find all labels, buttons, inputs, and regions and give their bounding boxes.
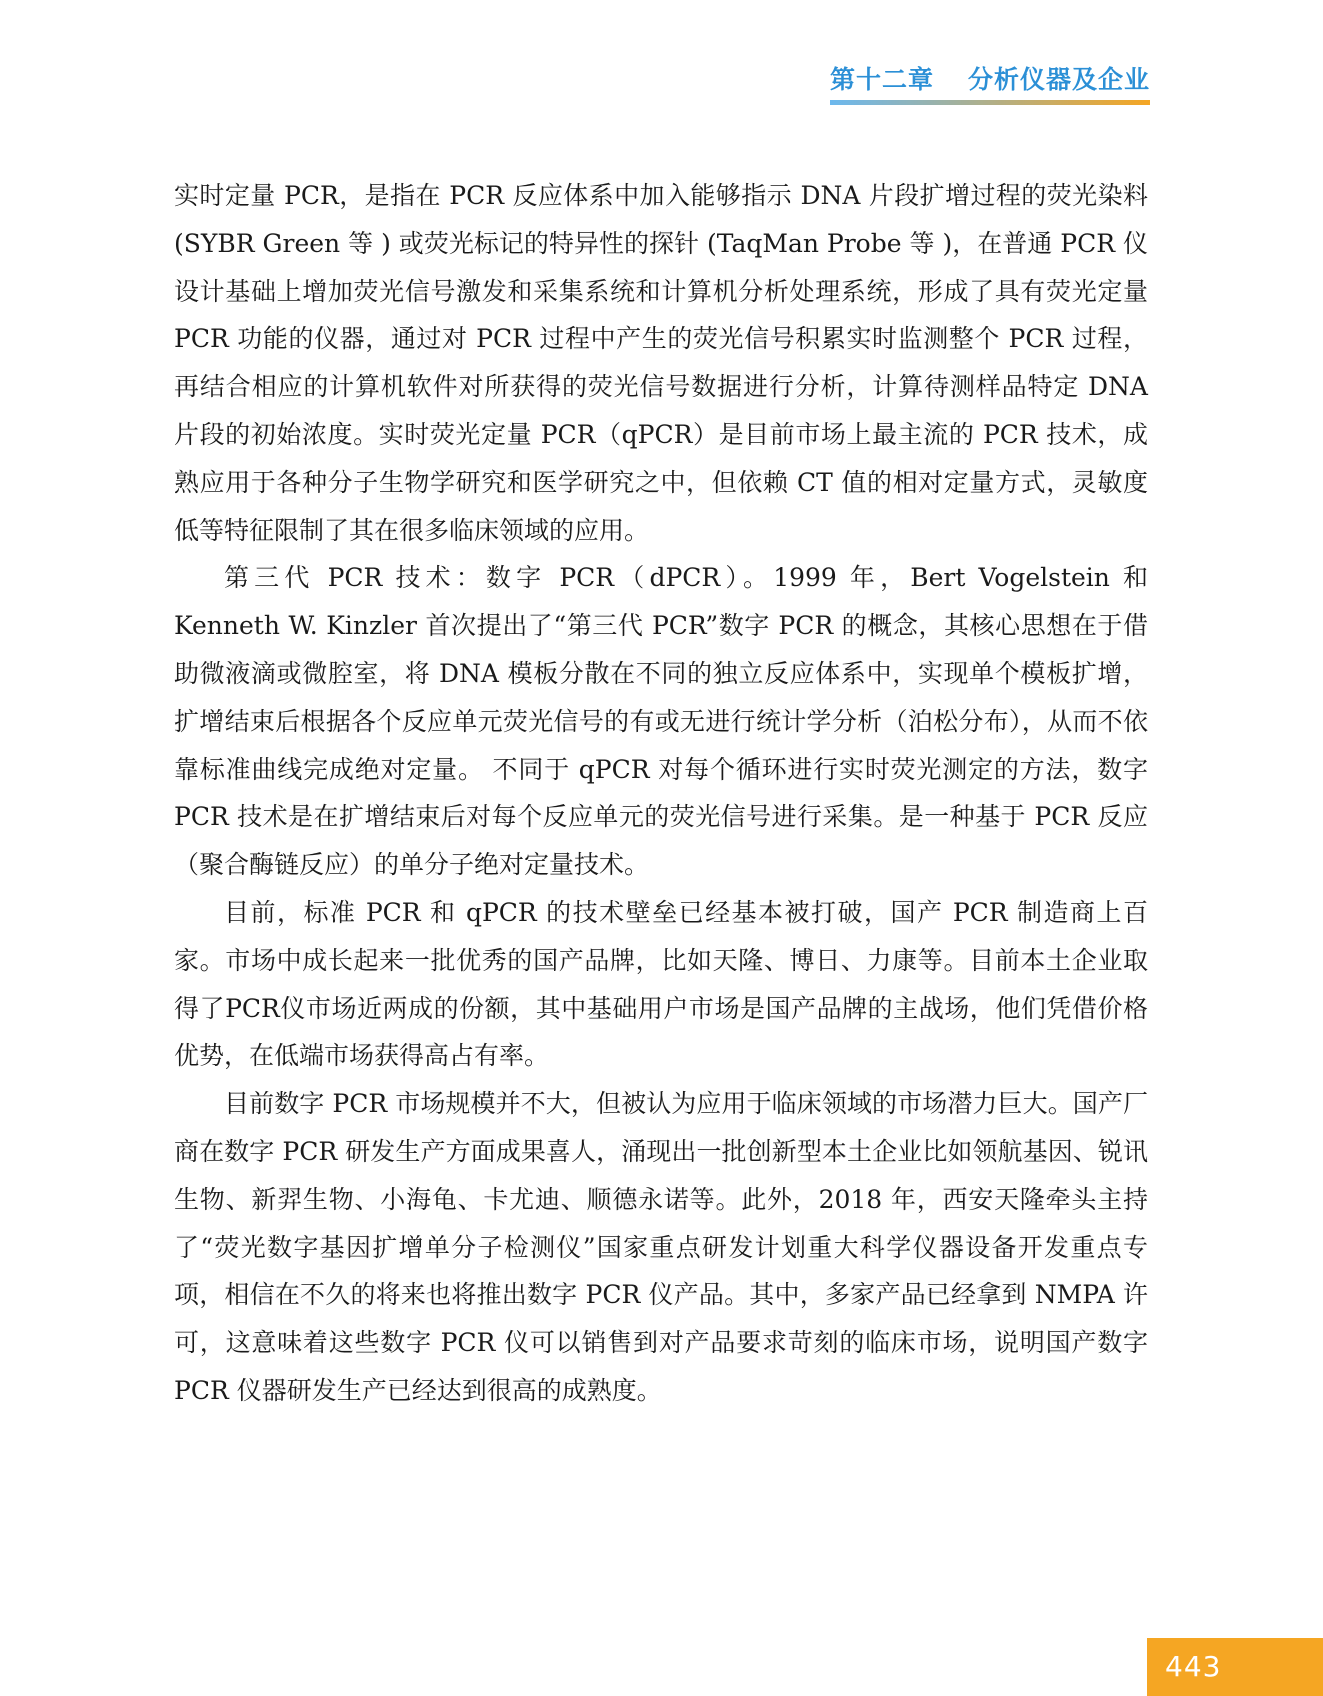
paragraph: 目前，标准 PCR 和 qPCR 的技术壁垒已经基本被打破，国产 PCR 制造商上百家。市场中成长起来一批优秀的国产品牌，比如天隆、博日、力康等。目前本土企业取得了PCR仪市场近两成的份额，其中基础用户市场是国产品牌的主战场，他们凭借价格优势，在低端市场获得高占有率。 [174, 897, 1148, 1071]
running-header [830, 60, 1150, 100]
chapter-title: 分析仪器及企业 [967, 65, 1150, 94]
page-number: 443 [1165, 1650, 1222, 1683]
paragraph: 目前数字 PCR 市场规模并不大，但被认为应用于临床领域的市场潜力巨大。国产厂商在数字 PCR 研发生产方面成果喜人，涌现出一批创新型本土企业比如领航基因、锐讯生物、新羿生物、小海龟、卡尤迪、顺德永诺等。此外，2018 年，西安天隆牵头主持了“荧光数字基因扩增单分子检测仪”国家重点研发计划重大科学仪器设备开发重点专项，相信在不久的将来也将推出数字 PCR 仪产品。其中，多家产品已经拿到 NMPA 许可，这意味着这些数字 PCR 仪可以销售到对产品要求苛刻的临床市场，说明国产数字 PCR 仪器研发生产已经达到很高的成熟度。 [174, 1089, 1148, 1405]
chapter-label: 第十二章 [829, 65, 934, 94]
header-underline [830, 100, 1150, 105]
paragraph: 实时定量 PCR，是指在 PCR 反应体系中加入能够指示 DNA 片段扩增过程的荧光染料 (SYBR Green 等 ) 或荧光标记的特异性的探针 (TaqMan Probe 等 )，在普通 PCR 仪设计基础上增加荧光信号激发和采集系统和计算机分析处理系统，形成了具有荧光定量 PCR 功能的仪器，通过对 PCR 过程中产生的荧光信号积累实时监测整个 PCR 过程，再结合相应的计算机软件对所获得的荧光信号数据进行分析，计算待测样品特定 DNA 片段的初始浓度。实时荧光定量 PCR（qPCR）是目前市场上最主流的 PCR 技术，成熟应用于各种分子生物学研究和医学研究之中，但依赖 CT 值的相对定量方式，灵敏度低等特征限制了其在很多临床领域的应用。 [174, 181, 1148, 545]
body-text [174, 172, 1148, 1415]
paragraph: 第三代 PCR 技术：数字 PCR（dPCR）。1999 年，Bert Vogelstein 和 Kenneth W. Kinzler 首次提出了“第三代 PCR”数字 PCR 的概念，其核心思想在于借助微液滴或微腔室，将 DNA 模板分散在不同的独立反应体系中，实现单个模板扩增，扩增结束后根据各个反应单元荧光信号的有或无进行统计学分析（泊松分布），从而不依靠标准曲线完成绝对定量。 不同于 qPCR 对每个循环进行实时荧光测定的方法，数字 PCR 技术是在扩增结束后对每个反应单元的荧光信号进行采集。是一种基于 PCR 反应（聚合酶链反应）的单分子绝对定量技术。 [174, 563, 1148, 880]
page-number-tab [1147, 1638, 1323, 1696]
